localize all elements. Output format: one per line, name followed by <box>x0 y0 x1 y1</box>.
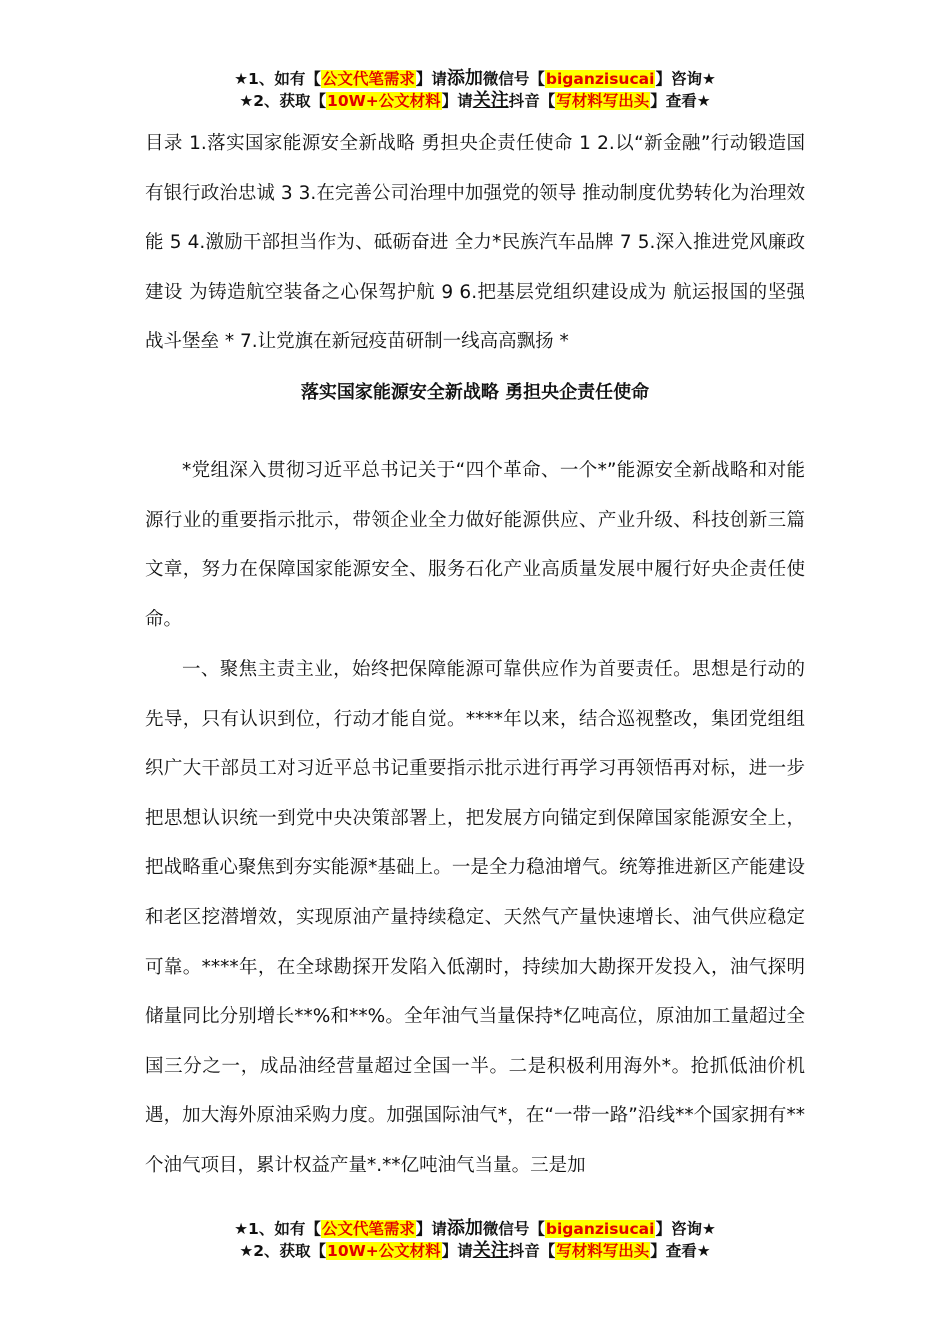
paragraph <box>145 645 805 1191</box>
ad-wechat-id: biganzisucai <box>545 1220 655 1238</box>
ad-line-1: ★1、如有【公文代笔需求】请添加微信号【biganzisucai】咨询★ <box>234 68 716 89</box>
ad-douyin-id: 写材料写出头 <box>556 92 650 110</box>
ad-highlight: 公文代笔需求 <box>321 70 415 88</box>
ad-highlight: 10W+公文材料 <box>327 92 441 110</box>
paragraph-text: *党组深入贯彻习近平总书记关于“四个革命、一个*”能源安全新战略和对能源行业的重要指示批示，带领企业全力做好能源供应、产业升级、科技创新三篇文章，努力在保障国家能源安全、服务石化产业高质量发展中履行好央企责任使命。 <box>145 460 805 630</box>
ad-line-1: ★1、如有【公文代笔需求】请添加微信号【biganzisucai】咨询★ <box>234 1218 716 1239</box>
toc-text: 目录 1.落实国家能源安全新战略 勇担央企责任使命 1 2.以“新金融”行动锻造国有银行政治忠诚 3 3.在完善公司治理中加强党的领导 推动制度优势转化为治理效能 5 4.激励干部担当作为、砥砺奋进 全力*民族汽车品牌 7 5.深入推进党风廉政建设 为铸造航空装备之心保驾护航 9 6.把基层党组织建设成为 航运报国的坚强战斗堡垒 * 7.让党旗在新冠疫苗研制一线高高飘扬 * <box>145 133 805 353</box>
ad-line-2: ★2、获取【10W+公文材料】请关注抖音【写材料写出头】查看★ <box>239 90 711 111</box>
table-of-contents <box>145 119 805 367</box>
ad-line-2: ★2、获取【10W+公文材料】请关注抖音【写材料写出头】查看★ <box>239 1240 711 1261</box>
ad-highlight: 10W+公文材料 <box>327 1242 441 1260</box>
ad-banner-bottom <box>0 1218 950 1262</box>
paragraph-text: 一、聚焦主责主业，始终把保障能源可靠供应作为首要责任。思想是行动的先导，只有认识到位，行动才能自觉。****年以来，结合巡视整改，集团党组组织广大干部员工对习近平总书记重要指示批示进行再学习再领悟再对标，进一步把思想认识统一到党中央决策部署上，把发展方向锚定到保障国家能源安全上，把战略重心聚焦到夯实能源*基础上。一是全力稳油增气。统筹推进新区产能建设和老区挖潜增效，实现原油产量持续稳定、天然气产量快速增长、油气供应稳定可靠。****年，在全球勘探开发陷入低潮时，持续加大勘探开发投入，油气探明储量同比分别增长**%和**%。全年油气当量保持*亿吨高位，原油加工量超过全国三分之一，成品油经营量超过全国一半。二是积极利用海外*。抢抓低油价机遇，加大海外原油采购力度。加强国际油气*，在“一带一路”沿线**个国家拥有**个油气项目，累计权益产量*.**亿吨油气当量。三是加 <box>145 659 805 1176</box>
ad-wechat-id: biganzisucai <box>545 70 655 88</box>
ad-highlight: 公文代笔需求 <box>321 1220 415 1238</box>
ad-banner-top <box>0 68 950 112</box>
section-heading: 落实国家能源安全新战略 勇担央企责任使命 <box>300 382 650 403</box>
paragraph <box>145 446 805 644</box>
ad-douyin-id: 写材料写出头 <box>556 1242 650 1260</box>
